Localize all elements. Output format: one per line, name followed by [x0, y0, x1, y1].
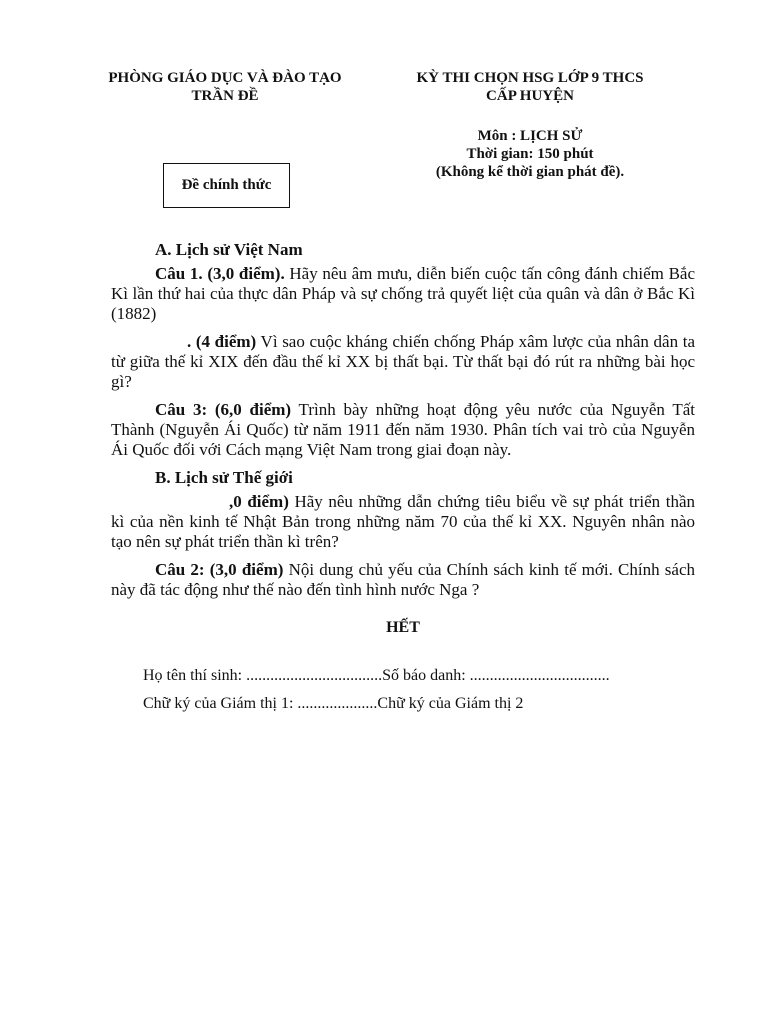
question-a2-label: . (4 điểm) — [187, 332, 257, 351]
exam-level: CẤP HUYỆN — [486, 88, 574, 104]
exam-header — [380, 69, 680, 181]
question-b1-label: ,0 điểm) — [229, 492, 289, 511]
question-a2-text: Vì sao cuộc kháng chiến chống Pháp xâm lược của nhân dân ta từ giữa thế kỉ XIX đến đầu thế kỉ XX bị thất bại. Từ thất bại đó rút ra những bài học gì? — [111, 332, 695, 391]
question-a2 — [111, 332, 695, 392]
issuer-header — [80, 69, 370, 105]
official-exam-box — [163, 163, 290, 208]
question-a1-label: Câu 1. (3,0 điểm). — [155, 264, 285, 283]
question-a3-label: Câu 3: (6,0 điểm) — [155, 400, 292, 419]
question-a3 — [111, 400, 695, 460]
section-b-title: B. Lịch sử Thế giới — [155, 468, 293, 487]
exam-title: KỲ THI CHỌN HSG LỚP 9 THCS — [416, 70, 644, 86]
official-exam-label: Đề chính thức — [181, 177, 272, 193]
issuer-name: PHÒNG GIÁO DỤC VÀ ĐÀO TẠO — [108, 70, 342, 86]
question-b2 — [111, 560, 695, 600]
question-b1-text: Hãy nêu những dẫn chứng tiêu biểu về sự phát triển thần kì của nền kinh tế Nhật Bản trong những năm 70 của thế kỉ XX. Nguyên nhân nào tạo nên sự phát triển thần kì trên? — [111, 492, 695, 551]
question-b1 — [111, 492, 695, 552]
question-b2-text: Nội dung chủ yếu của Chính sách kinh tế mới. Chính sách này đã tác động như thế nào đến tình hình nước Nga ? — [111, 560, 695, 599]
exam-time-note: (Không kể thời gian phát đề). — [435, 164, 625, 180]
issuer-district: TRẦN ĐỀ — [191, 88, 259, 104]
question-a1-text: Hãy nêu âm mưu, diễn biến cuộc tấn công đánh chiếm Bắc Kì lần thứ hai của thực dân Pháp và sự chống trả quyết liệt của quân và dân ở Bắc Kì (1882) — [111, 264, 695, 323]
exam-time: Thời gian: 150 phút — [466, 146, 594, 162]
supervisor-signature-line: Chữ ký của Giám thị 1: ....................Chữ ký của Giám thị 2 — [143, 695, 524, 712]
question-b2-label: Câu 2: (3,0 điểm) — [155, 560, 284, 579]
exam-content — [111, 240, 695, 722]
question-a3-text: Trình bày những hoạt động yêu nước của Nguyễn Tất Thành (Nguyễn Ái Quốc) từ năm 1911 đến năm 1930. Phân tích vai trò của Nguyễn Ái Quốc đối với Cách mạng Việt Nam trong giai đoạn này. — [111, 400, 695, 459]
exam-subject: Môn : LỊCH SỬ — [477, 128, 583, 144]
end-marker: HẾT — [386, 619, 420, 636]
section-a-title: A. Lịch sử Việt Nam — [155, 240, 303, 259]
question-a1 — [111, 264, 695, 324]
candidate-info-line: Họ tên thí sinh: ..................................Số báo danh: ................................... — [143, 667, 610, 684]
